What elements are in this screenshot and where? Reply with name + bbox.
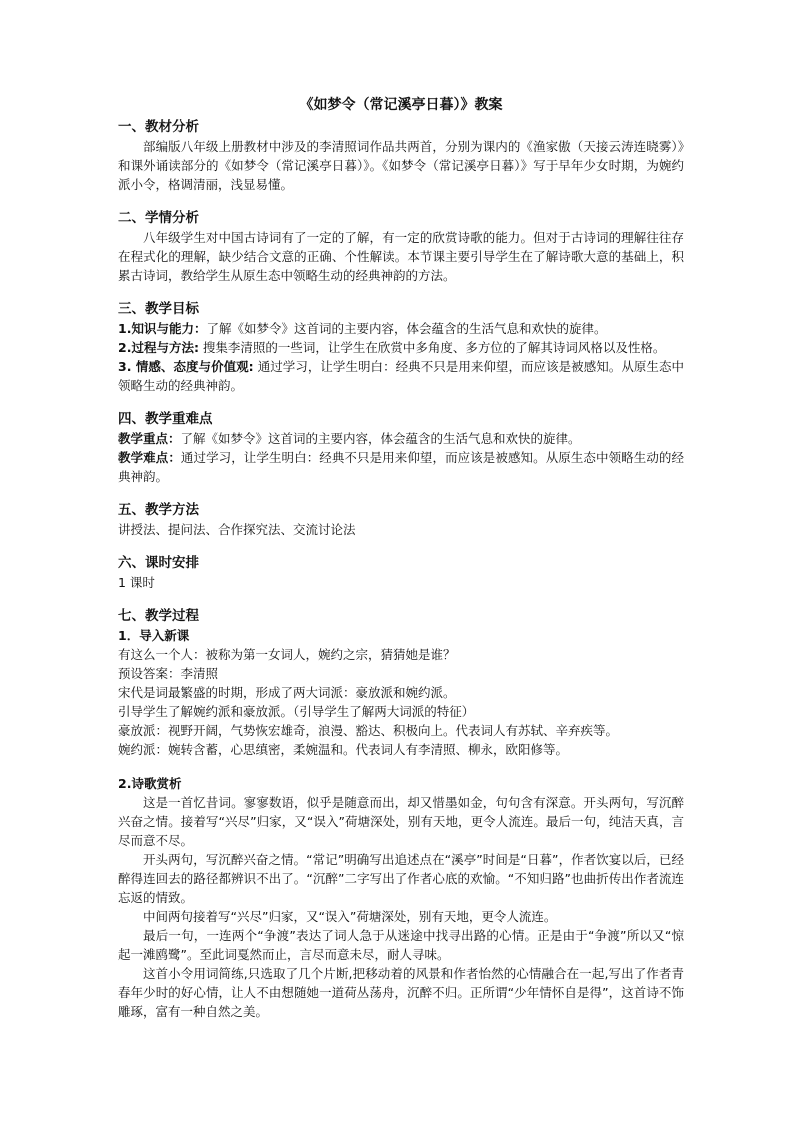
section-heading-teaching-methods: 五、教学方法 (118, 502, 199, 518)
lesson-plan-page (118, 96, 684, 1021)
section-heading-key-points: 四、教学重难点 (118, 411, 213, 427)
section-heading-student-analysis: 二、学情分析 (118, 210, 199, 226)
intro-line: 豪放派：视野开阔，气势恢宏雄奇，浪漫、豁达、积极向上。代表词人有苏轼、辛弃疾等。 (118, 723, 619, 738)
section-heading-teaching-goals: 三、教学目标 (118, 301, 199, 317)
section-heading-class-hours: 六、课时安排 (118, 555, 199, 571)
intro-line: 引导学生了解婉约派和豪放派。（引导学生了解两大词派的特征） (118, 704, 475, 719)
intro-line: 有这么一个人：被称为第一女词人，婉约之宗，猜猜她是谁？ (118, 647, 456, 662)
goal-item (118, 357, 684, 395)
appreciation-paragraph: 最后一句，一连两个“争渡”表达了词人急于从迷途中找寻出路的心情。正是由于“争渡”所以又“惊起一滩鸥鹭”。至此词戛然而止，言尽而意未尽，耐人寻味。 (118, 928, 684, 962)
section-body-class-hours: 1 课时 (118, 575, 155, 590)
goal-label: 3. 情感、态度与价值观: (118, 359, 254, 374)
key-point-item (118, 448, 684, 486)
section-body-textbook-analysis: 部编版八年级上册教材中涉及的李清照词作品共两首，分别为课内的《渔家傲（天接云涛连晓雾）》和课外诵读部分的《如梦令（常记溪亭日暮）》。《如梦令（常记溪亭日暮）》写于早年少女时期，为婉约派小令，格调清丽，浅显易懂。 (118, 139, 684, 192)
section-body-student-analysis: 八年级学生对中国古诗词有了一定的了解，有一定的欣赏诗歌的能力。但对于古诗词的理解往往存在程式化的理解，缺少结合文意的正确、个性解读。本节课主要引导学生在了解诗歌大意的基础上，积累古诗词，教给学生从原生态中领略生动的经典神韵的方法。 (118, 230, 684, 283)
goal-label: 1.知识与能力： (118, 321, 207, 336)
key-point-item (118, 429, 684, 448)
appreciation-paragraph: 开头两句，写沉醉兴奋之情。“常记”明确写出追述点在“溪亭”时间是“日暮”，作者饮宴以后，已经醉得连回去的路径都辨识不出了。“沉醉”二字写出了作者心底的欢愉。“不知归路”也曲折传出作者流连忘返的情致。 (118, 852, 684, 905)
section-body-teaching-methods: 讲授法、提问法、合作探究法、交流讨论法 (118, 522, 356, 537)
key-point-text: 通过学习，让学生明白：经典不只是用来仰望，而应该是被感知。从原生态中领略生动的经典神韵。 (118, 450, 684, 484)
key-point-label: 教学重点： (118, 431, 181, 446)
appreciation-paragraph: 中间两句接着写“兴尽”归家，又“误入”荷塘深处，别有天地，更令人流连。 (143, 909, 557, 924)
goal-text: 了解《如梦令》这首词的主要内容，体会蕴含的生活气息和欢快的旋律。 (206, 321, 607, 336)
goal-item (118, 338, 684, 357)
key-point-label: 教学难点： (118, 450, 181, 465)
appreciation-paragraph: 这是一首忆昔词。寥寥数语，似乎是随意而出，却又惜墨如金，句句含有深意。开头两句，写沉醉兴奋之情。接着写“兴尽”归家，又“误入”荷塘深处，别有天地，更令人流连。最后一句，纯洁天真，言尽而意不尽。 (118, 795, 684, 848)
goal-item (118, 319, 684, 338)
intro-line: 宋代是词最繁盛的时期，形成了两大词派：豪放派和婉约派。 (118, 685, 456, 700)
goal-text: 通过学习，让学生明白：经典不只是用来仰望，而应该是被感知。从原生态中领略生动的经典神韵。 (118, 359, 684, 393)
goal-text: 搜集李清照的一些词，让学生在欣赏中多角度、多方位的了解其诗词风格以及性格。 (198, 340, 666, 355)
goal-label: 2.过程与方法: (118, 340, 199, 355)
intro-line: 预设答案：李清照 (118, 666, 219, 681)
key-point-text: 了解《如梦令》这首词的主要内容，体会蕴含的生活气息和欢快的旋律。 (180, 431, 581, 446)
appreciation-paragraph: 这首小令用词简练,只选取了几个片断,把移动着的风景和作者怡然的心情融合在一起,写出了作者青春年少时的好心情，让人不由想随她一道荷丛荡舟，沉醉不归。正所谓“少年情怀自是得”，这首诗不饰雕琢，富有一种自然之美。 (118, 966, 684, 1019)
page-title: 《如梦令（常记溪亭日暮）》教案 (299, 97, 503, 113)
subsection-heading-intro: 1．导入新课 (118, 628, 190, 643)
subsection-heading-appreciation: 2.诗歌赏析 (118, 776, 182, 791)
intro-line: 婉约派：婉转含蓄，心思缜密，柔婉温和。代表词人有李清照、柳永，欧阳修等。 (118, 742, 569, 757)
section-heading-teaching-process: 七、教学过程 (118, 608, 199, 624)
section-heading-textbook-analysis: 一、教材分析 (118, 119, 199, 135)
